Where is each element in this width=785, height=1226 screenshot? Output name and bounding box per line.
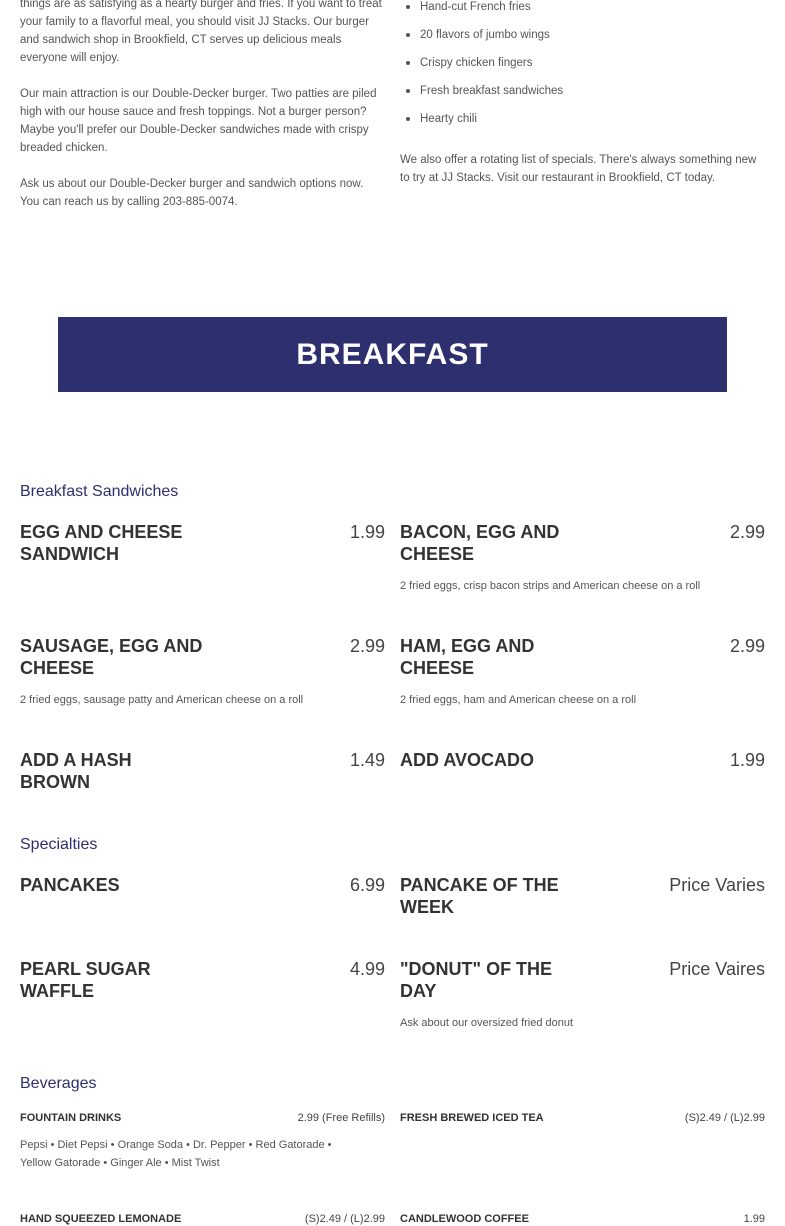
beverage-price: 1.99 (743, 1213, 765, 1225)
item-name: PANCAKE OF THE WEEK (400, 875, 559, 917)
menu-item (400, 749, 765, 771)
intro-left-column (20, 0, 385, 229)
beverage-item (400, 1213, 765, 1225)
beverage-description: Pepsi • Diet Pepsi • Orange Soda • Dr. Pepper • Red Gatorade • Yellow Gatorade • Ginger Ale • Mist Twist (20, 1139, 332, 1169)
item-name: EGG AND CHEESE SANDWICH (20, 522, 183, 564)
item-name: HAM, EGG AND CHEESE (400, 636, 535, 678)
menu-item (20, 521, 385, 565)
item-name: PANCAKES (20, 875, 120, 895)
item-name: ADD A HASH BROWN (20, 750, 132, 792)
item-description: 2 fried eggs, crisp bacon strips and American cheese on a roll (400, 580, 701, 592)
item-price: 2.99 (729, 522, 765, 542)
beverage-name: CANDLEWOOD COFFEE (400, 1213, 529, 1225)
feature-item: Hearty chili (400, 107, 765, 135)
intro-paragraph: Ask us about our Double-Decker burger and sandwich options now. You can reach us by calling 203-885-0074. (20, 178, 364, 208)
item-name: PEARL SUGAR WAFFLE (20, 959, 151, 1001)
item-price: 4.99 (349, 959, 385, 979)
menu-item (400, 874, 765, 918)
menu-item (400, 635, 765, 708)
item-name: "DONUT" OF THE DAY (400, 959, 553, 1001)
item-price: 1.99 (729, 750, 765, 770)
item-description: Ask about our oversized fried donut (400, 1017, 574, 1029)
beverage-item (400, 1112, 765, 1124)
item-name: BACON, EGG AND CHEESE (400, 522, 560, 564)
beverage-name: HAND SQUEEZED LEMONADE (20, 1213, 182, 1225)
intro-paragraph: things are as satisfying as a hearty burger and fries. If you want to treat your family to a flavorful meal, you should visit JJ Stacks. Our burger and sandwich shop in Brookfield, CT serves up delicious meals everyone will enjoy. (20, 0, 382, 64)
menu-item (20, 958, 385, 1002)
menu-item (20, 874, 385, 896)
beverage-price: (S)2.49 / (L)2.99 (304, 1213, 385, 1225)
intro-paragraph: Our main attraction is our Double-Decker burger. Two patties are piled high with our house sauce and fresh toppings. Not a burger person? Maybe you'll prefer our Double-Decker sandwiches made with crispy breaded chicken. (20, 88, 377, 154)
feature-item: 20 flavors of jumbo wings (400, 23, 765, 51)
feature-item: Hand-cut French fries (400, 0, 765, 23)
beverage-price: 2.99 (Free Refills) (297, 1112, 385, 1124)
menu-item (400, 521, 765, 594)
specials-paragraph: We also offer a rotating list of specials. There's always something new to try at JJ Stacks. Visit our restaurant in Brookfield, CT today. (400, 154, 757, 184)
item-price: Price Vaires (669, 959, 765, 979)
beverage-price: (S)2.49 / (L)2.99 (684, 1112, 765, 1124)
item-description: 2 fried eggs, ham and American cheese on a roll (400, 694, 637, 706)
item-name: SAUSAGE, EGG AND CHEESE (20, 636, 203, 678)
beverage-item (20, 1213, 385, 1225)
banner-title: BREAKFAST (296, 337, 489, 371)
feature-item: Fresh breakfast sandwiches (400, 79, 765, 107)
section-title-specialties: Specialties (20, 836, 98, 853)
item-description: 2 fried eggs, sausage patty and American cheese on a roll (20, 694, 304, 706)
menu-item (20, 749, 385, 793)
section-title-breakfast-sandwiches: Breakfast Sandwiches (20, 483, 179, 500)
breakfast-banner (58, 317, 727, 392)
item-price: 1.99 (349, 522, 385, 542)
section-title-beverages: Beverages (20, 1075, 97, 1092)
menu-item (400, 958, 765, 1031)
item-price: 1.49 (349, 750, 385, 770)
features-list (400, 0, 765, 135)
intro-section (20, 0, 765, 229)
item-name: ADD AVOCADO (400, 750, 534, 770)
menu-item (20, 635, 385, 708)
item-price: 2.99 (729, 636, 765, 656)
beverage-name: FRESH BREWED ICED TEA (400, 1112, 544, 1124)
item-price: 6.99 (349, 875, 385, 895)
item-price: 2.99 (349, 636, 385, 656)
feature-item: Crispy chicken fingers (400, 51, 765, 79)
item-price: Price Varies (669, 875, 765, 895)
beverage-name: FOUNTAIN DRINKS (20, 1112, 122, 1124)
beverage-item (20, 1112, 385, 1172)
intro-right-column (400, 0, 765, 229)
